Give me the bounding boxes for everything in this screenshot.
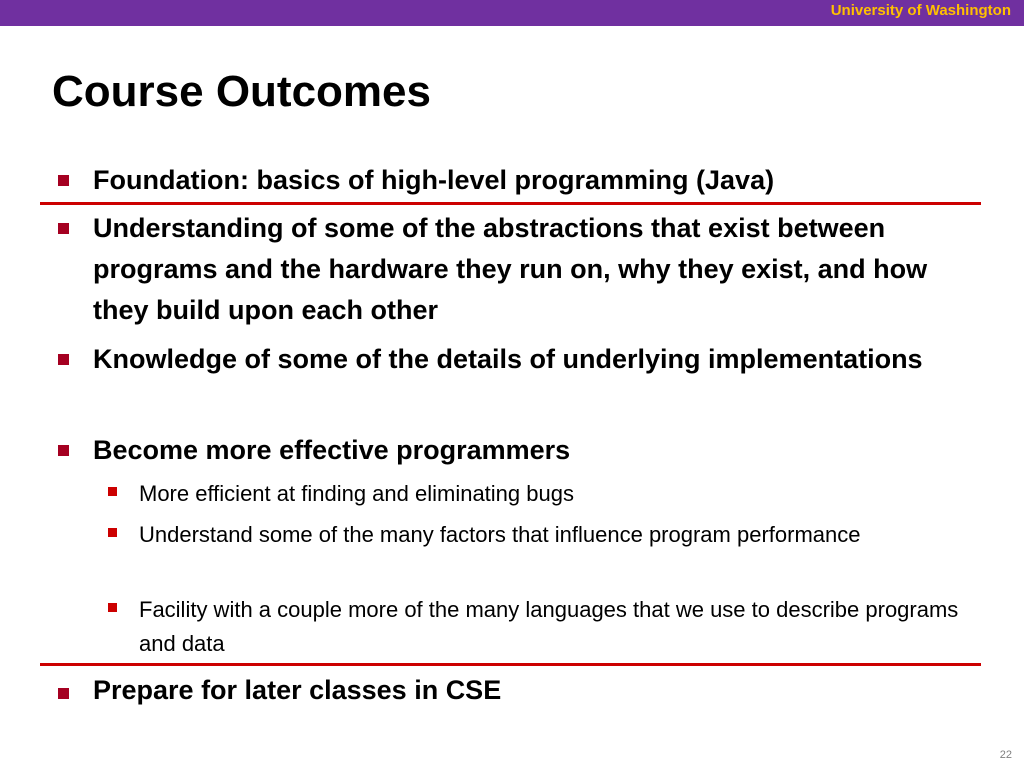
bullet-marker — [58, 445, 69, 456]
bullet-marker — [58, 175, 69, 186]
slide-title: Course Outcomes — [52, 67, 431, 116]
bullet-item: Foundation: basics of high-level programming (Java) — [93, 165, 775, 195]
divider-line — [40, 663, 981, 666]
sub-bullet-item: Facility with a couple more of the many languages that we use to describe programs and data — [139, 597, 959, 656]
sub-bullet-marker — [108, 487, 117, 496]
institution-name: University of Washington — [830, 2, 1011, 19]
bullet-marker — [58, 354, 69, 365]
bullet-item: Understanding of some of the abstractions that exist between programs and the hardware they run on, why they exist, and how they build upon each other — [93, 213, 928, 325]
divider-line — [40, 202, 981, 205]
sub-bullet-marker — [108, 528, 117, 537]
bullet-item: Prepare for later classes in CSE — [93, 675, 502, 705]
slide-number: 22 — [999, 749, 1012, 761]
header-bar — [0, 0, 1024, 26]
bullet-marker — [58, 688, 69, 699]
sub-bullet-item: Understand some of the many factors that influence program performance — [139, 522, 861, 547]
bullet-item: Knowledge of some of the details of underlying implementations — [93, 344, 923, 374]
bullet-marker — [58, 223, 69, 234]
sub-bullet-marker — [108, 603, 117, 612]
bullet-item: Become more effective programmers — [93, 435, 571, 465]
sub-bullet-item: More efficient at finding and eliminating bugs — [139, 481, 574, 506]
